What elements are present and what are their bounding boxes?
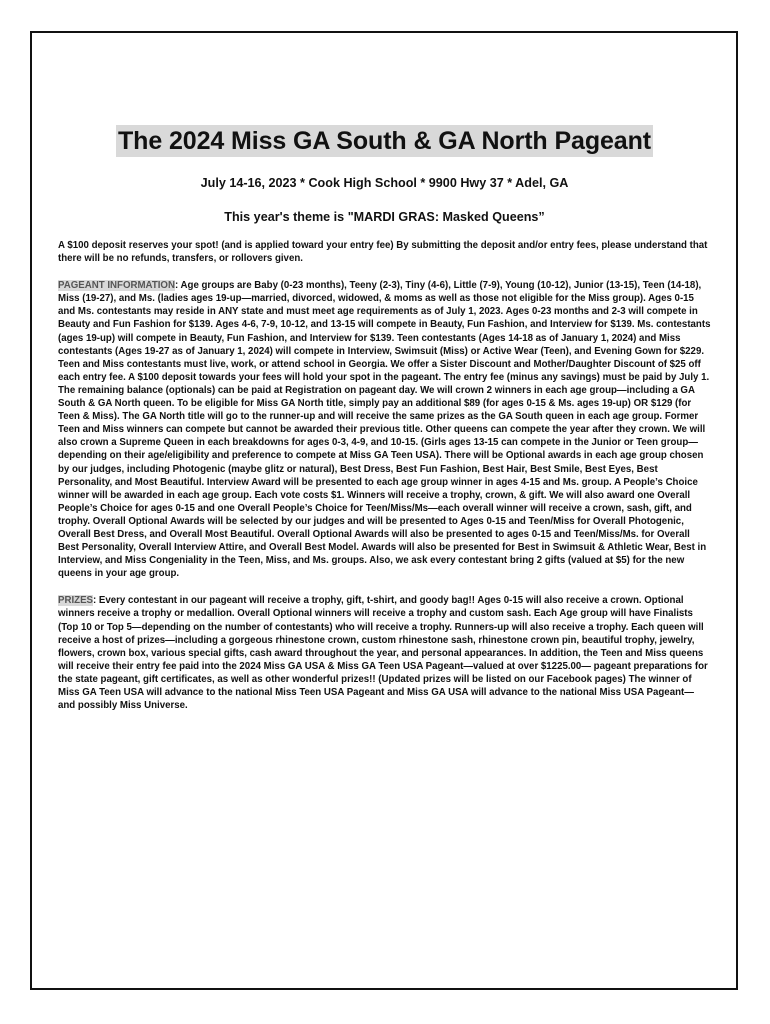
deposit-paragraph: A $100 deposit reserves your spot! (and is applied toward your entry fee) By submitting the deposit and/or entry fees, please understand that there will be no refunds, transfers, or rollovers given. — [58, 240, 708, 265]
document-body — [58, 125, 711, 712]
prizes-paragraph — [58, 594, 711, 712]
pageant-information-text: : Age groups are Baby (0-23 months), Teeny (2-3), Tiny (4-6), Little (7-9), Young (10-12), Junior (13-15), Teen (14-18), Miss (19-27), and Ms. (ladies ages 19-up—married, divorced, widowed, & moms as well as those not eligible for the Miss group). Ages 0-15 and Ms. contestants may reside in ANY state and must meet age requirements as of July 1, 2023. Ages 0-23 months and 2-3 will compete in Beauty and Fun Fashion for $139. Ages 4-6, 7-9, 10-12, and 13-15 will compete in Beauty, Fun Fashion, and Interview for $139. Ms. contestants (ages 19-up) will compete in Beauty, Fun Fashion, and Interview for $139. Teen contestants (Ages 14-18 as of January 1, 2024) and Miss contestants (Ages 19-27 as of January 1, 2024) will compete in Interview, Swimsuit (Miss) or Active Wear (Teen), and Evening Gown for $229. Teen and Miss contestants must live, work, or attend school in Georgia. We offer a Sister Discount and Mother/Daughter Discount of $25 off each entry fee. A $100 deposit towards your fees will hold your spot in the pageant. The entry fee (minus any savings) must be paid by July 1. The remaining balance (optionals) can be paid at Registration on pageant day. We will crown 2 winners in each age group—including a GA South & GA North queen. To be eligible for Miss GA North title, simply pay an additional $89 (for ages 0-15 & Ms. ages 19-up) OR $129 (for Teen & Miss). The GA North title will go to the runner-up and will receive the same prizes as the GA South queen in each age group. Former Teen and Miss winners can compete but cannot be awarded their previous title. Other queens can compete the year after they crown. We will also crown a Supreme Queen in each breakdowns for ages 0-3, 4-9, and 10-15. (Girls ages 13-15 can compete in the Junior or Teen group—depending on their age/eligibility and preference to compete at Miss GA Teen USA). There will be Optional awards in each age group chosen by our judges, including Photogenic (maybe glitz or natural), Best Dress, Best Fun Fashion, Best Hair, Best Smile, Best Eyes, Best Personality, and Most Beautiful. Interview Award will be presented to each age group winner in ages 4-15 and Ms. group. A People’s Choice winner will be awarded in each age group. Each vote costs $1. Winners will receive a trophy, crown, & gift. We will also award one Overall People’s Choice for ages 0-15 and one Overall People’s Choice for Teen/Miss/Ms—each overall winner will receive a crown, sash, gift, and trophy. Overall Optional Awards will be selected by our judges and will be presented to Ages 0-15 and Teen/Miss for Overall Photogenic, Overall Best Dress, and Overall Most Beautiful. Overall Optional Awards will also be presented to ages 0-15 and Teen/Miss/Ms. for Overall Best Personality, Overall Interview Attire, and Overall Best Model. Awards will also be presented for Best in Swimsuit & Athletic Wear, Best in Interview, and Miss Congeniality in the Teen, Miss, and Ms. groups. Also, we ask every contestant bring 2 gifts (valued at $5) for the new queens in your age group. — [58, 280, 711, 580]
pageant-information-paragraph — [58, 279, 711, 580]
prizes-text: : Every contestant in our pageant will receive a trophy, gift, t-shirt, and goody bag!! Ages 0-15 will also receive a crown. Optional winners receive a trophy or medallion. Overall Optional winners will receive a trophy and custom sash. Each Age group will have Finalists (Top 10 or Top 5—depending on the number of contestants) who will receive a trophy. Runners-up will also receive a trophy. Each queen will receive a host of prizes—including a gorgeous rhinestone crown, custom rhinestone sash, rhinestone crown pin, beautiful trophy, jewelry, flowers, crown box, various special gifts, cash award throughout the year, and personal appearances. In addition, the Teen and Miss queens will receive their entry fee paid into the 2024 Miss GA USA & Miss GA Teen USA Pageant—valued at over $1225.00— pageant preparations for the state pageant, gift certificates, as well as other wonderful prizes!! (Updated prizes will be listed on our Facebook pages) The winner of Miss GA Teen USA will advance to the national Miss Teen USA Pageant and Miss GA USA will advance to the national Miss USA Pageant—and possibly Miss Universe. — [58, 595, 708, 712]
theme-line: This year's theme is "MARDI GRAS: Masked Queens” — [224, 210, 545, 224]
title-wrapper — [58, 125, 711, 157]
page-title: The 2024 Miss GA South & GA North Pageant — [117, 127, 652, 155]
prizes-label: PRIZES — [58, 595, 93, 607]
pageant-information-label: PAGEANT INFORMATION — [58, 280, 175, 292]
event-details: July 14-16, 2023 * Cook High School * 9900 Hwy 37 * Adel, GA — [200, 176, 569, 190]
